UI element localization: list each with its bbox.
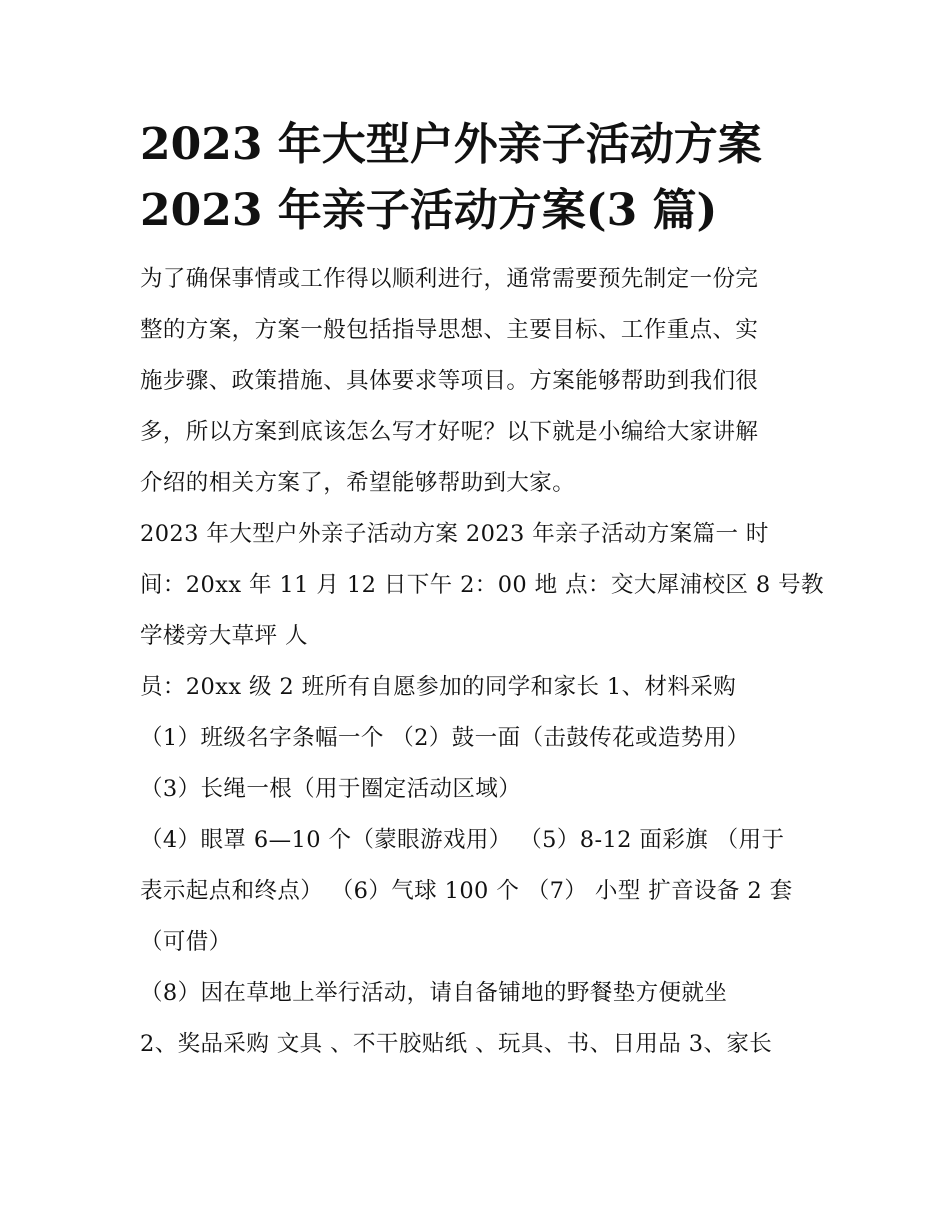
body-line: 整的方案，方案一般包括指导思想、主要目标、工作重点、实	[140, 317, 759, 343]
body-line: （4）眼罩 6—10 个（蒙眼游戏用） （5）8-12 面彩旗 （用于	[140, 827, 785, 853]
body-line: 2023 年大型户外亲子活动方案 2023 年亲子活动方案篇一 时	[140, 521, 769, 547]
body-line: 为了确保事情或工作得以顺利进行，通常需要预先制定一份完	[140, 266, 759, 292]
document-body	[140, 254, 824, 1070]
body-line: 施步骤、政策措施、具体要求等项目。方案能够帮助到我们很	[140, 368, 759, 394]
body-line: 间：20xx 年 11 月 12 日下午 2：00 地 点：交大犀浦校区 8 号教	[140, 572, 824, 598]
body-line: 介绍的相关方案了，希望能够帮助到大家。	[140, 470, 576, 496]
body-line: （3）长绳一根（用于圈定活动区域）	[140, 776, 522, 802]
document-title	[140, 112, 820, 244]
body-line: （可借）	[140, 929, 232, 955]
body-line: 表示起点和终点） （6）气球 100 个 （7） 小型 扩音设备 2 套	[140, 878, 793, 904]
body-line: 学楼旁大草坪 人	[140, 623, 308, 649]
body-line: （8）因在草地上举行活动，请自备铺地的野餐垫方便就坐	[140, 980, 728, 1006]
body-line: 2、奖品采购 文具 、不干胶贴纸 、玩具、书、日用品 3、家长	[140, 1031, 773, 1057]
title-line-2: 2023 年亲子活动方案(3 篇)	[140, 185, 718, 236]
body-line: （1）班级名字条幅一个 （2）鼓一面（击鼓传花或造势用）	[140, 725, 750, 751]
body-line: 员：20xx 级 2 班所有自愿参加的同学和家长 1、材料采购	[140, 674, 737, 700]
document-page	[140, 112, 824, 1070]
title-line-1: 2023 年大型户外亲子活动方案	[140, 119, 762, 170]
body-line: 多，所以方案到底该怎么写才好呢？以下就是小编给大家讲解	[140, 419, 759, 445]
